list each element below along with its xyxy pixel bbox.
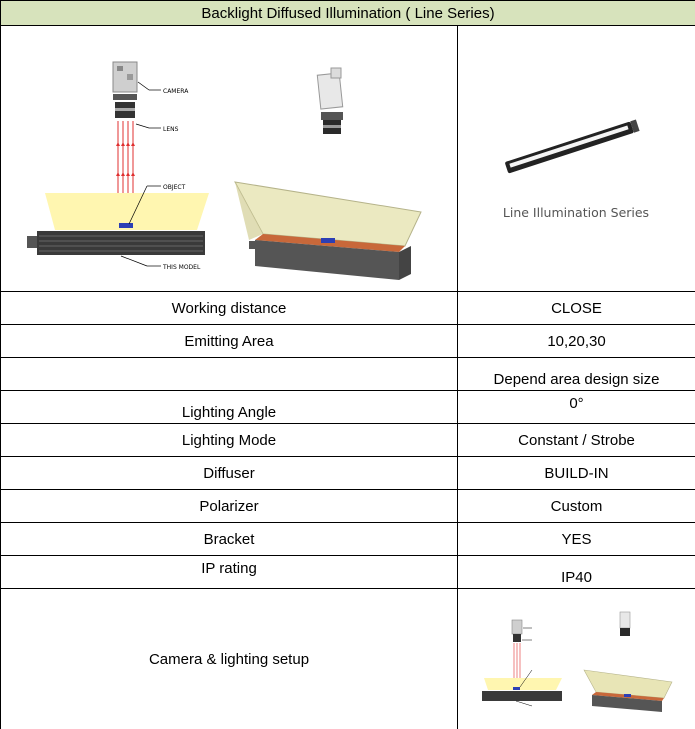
spec-value: Custom: [458, 490, 695, 523]
setup-row: [1, 589, 695, 729]
spec-value: IP40: [458, 556, 695, 589]
setup-thumbnail: [458, 590, 694, 729]
image-row: [1, 26, 695, 292]
table-title: Backlight Diffused Illumination ( Line Series): [1, 1, 695, 26]
thumb-schematic: [482, 620, 562, 706]
product-image: [458, 26, 694, 290]
spec-value: BUILD-IN: [458, 457, 695, 490]
spec-row: [1, 556, 695, 589]
spec-label: Lighting Angle: [1, 391, 458, 424]
label-lens: LENS: [163, 126, 179, 133]
spec-row: [1, 523, 695, 556]
spec-label: Polarizer: [1, 490, 458, 523]
spec-label: [1, 358, 458, 391]
spec-value: Depend area design size: [458, 358, 695, 391]
spec-row: [1, 490, 695, 523]
spec-value: 10,20,30: [458, 325, 695, 358]
spec-label: IP rating: [1, 556, 458, 589]
spec-label: Working distance: [1, 292, 458, 325]
label-this-model: THIS MODEL: [163, 264, 201, 271]
setup-diagram-cell: [1, 26, 458, 292]
spec-row: [1, 424, 695, 457]
setup-thumbnail-cell: [458, 589, 695, 729]
spec-label: Diffuser: [1, 457, 458, 490]
title-row: [1, 1, 695, 26]
spec-label: Bracket: [1, 523, 458, 556]
product-image-cell: [458, 26, 695, 292]
perspective-illustration: [235, 68, 421, 280]
product-caption: Line Illumination Series: [502, 205, 650, 220]
spec-label: Lighting Mode: [1, 424, 458, 457]
thumb-perspective: [584, 612, 672, 712]
spec-row: [1, 292, 695, 325]
spec-value: YES: [458, 523, 695, 556]
spec-value: CLOSE: [458, 292, 695, 325]
spec-value: Constant / Strobe: [458, 424, 695, 457]
spec-row: [1, 325, 695, 358]
spec-row: [1, 457, 695, 490]
setup-label: Camera & lighting setup: [1, 589, 458, 729]
label-object: OBJECT: [163, 184, 186, 191]
line-light-bar: [505, 120, 640, 174]
setup-diagram-image: [1, 26, 456, 290]
label-camera: CAMERA: [163, 88, 189, 95]
spec-value: 0°: [458, 391, 695, 424]
schematic-diagram: [27, 62, 209, 271]
spec-row: [1, 358, 695, 391]
spec-label: Emitting Area: [1, 325, 458, 358]
spec-row: [1, 391, 695, 424]
